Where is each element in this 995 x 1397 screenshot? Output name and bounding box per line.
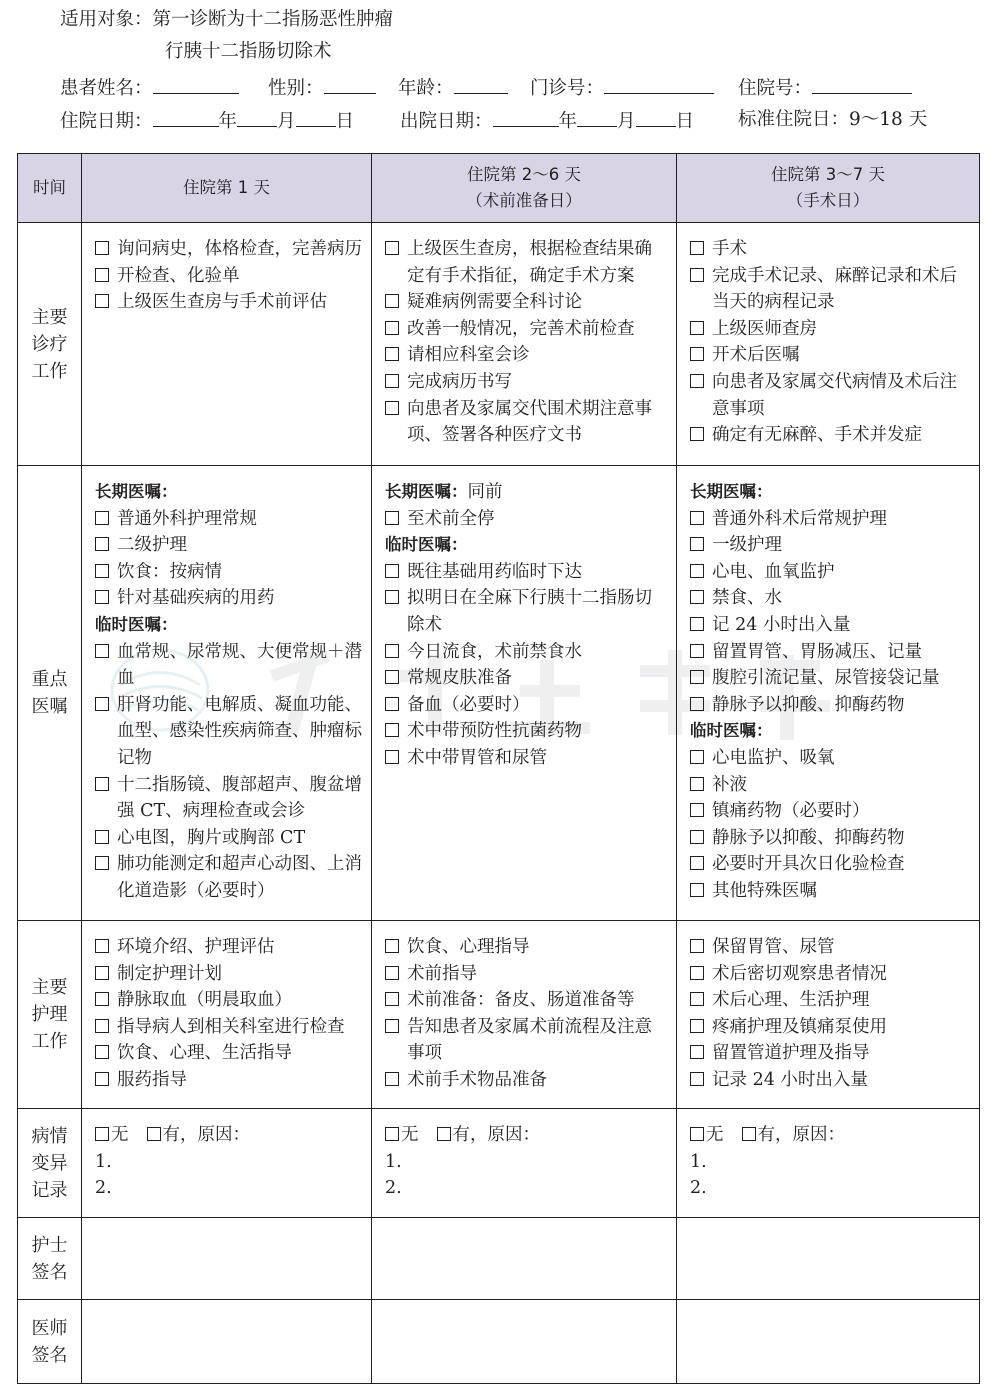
- checklist-item: 术中带预防性抗菌药物: [385, 718, 668, 745]
- checkbox[interactable]: [690, 670, 704, 684]
- header-text: （手术日）: [786, 191, 870, 210]
- table-header-row: [18, 154, 980, 223]
- variation-options: [95, 1122, 363, 1149]
- checkbox[interactable]: [690, 777, 704, 791]
- discharge-date-field[interactable]: [400, 110, 694, 132]
- checklist-item: 肝肾功能、电解质、凝血功能、血型、感染性疾病筛查、肿瘤标记物: [95, 692, 363, 772]
- variation-line-1[interactable]: 1.: [690, 1151, 707, 1172]
- header-text: 住院第 2～6 天: [467, 165, 581, 184]
- patient-name-blank[interactable]: [153, 77, 239, 94]
- checkbox[interactable]: [95, 697, 109, 711]
- checklist-item: 术前指导: [385, 961, 668, 988]
- checklist-item: 针对基础疾病的用药: [95, 585, 363, 612]
- checklist-item: 其他特殊医嘱: [690, 878, 971, 905]
- checkbox[interactable]: [690, 537, 704, 551]
- checkbox[interactable]: [95, 564, 109, 578]
- checklist-item: 制定护理计划: [95, 961, 363, 988]
- checklist-item: 饮食：按病情: [95, 559, 363, 586]
- row-label-text: 重点: [31, 669, 68, 690]
- section-heading: 长期医嘱：同前: [385, 482, 503, 502]
- checkbox[interactable]: [690, 750, 704, 764]
- variation-line-2[interactable]: 2.: [690, 1178, 707, 1199]
- checkbox[interactable]: [690, 241, 704, 255]
- section-heading: 长期医嘱：: [690, 482, 773, 501]
- variation-yes-option[interactable]: 有，原因：: [437, 1125, 541, 1145]
- checkbox[interactable]: [690, 1019, 704, 1033]
- checkbox[interactable]: [690, 511, 704, 525]
- checkbox[interactable]: [690, 966, 704, 980]
- checklist-item: 上级医师查房: [690, 316, 971, 343]
- checklist-item: 饮食、心理指导: [385, 934, 668, 961]
- checkbox[interactable]: [385, 992, 399, 1006]
- day-label: 日: [675, 111, 695, 132]
- checklist-item: 肺功能测定和超声心动图、上消化道造影（必要时）: [95, 851, 363, 904]
- row-label: [18, 223, 82, 466]
- checklist-item: 心电图，胸片或胸部 CT: [95, 825, 363, 852]
- checklist-item: 手术: [690, 236, 971, 263]
- checkbox[interactable]: [385, 1127, 399, 1141]
- table-cell: [82, 466, 372, 921]
- checkbox[interactable]: [385, 294, 399, 308]
- checkbox[interactable]: [95, 1019, 109, 1033]
- inpatient-number-blank[interactable]: [812, 77, 912, 94]
- section-heading: 长期医嘱：: [95, 482, 178, 501]
- checklist-item: 记 24 小时出入量: [690, 612, 971, 639]
- standard-stay: 标准住院日：9～18 天: [738, 109, 928, 130]
- checklist-item: 开术后医嘱: [690, 342, 971, 369]
- clinical-pathway-table: [17, 153, 980, 1384]
- checkbox[interactable]: [385, 723, 399, 737]
- admission-day-blank[interactable]: [296, 110, 336, 127]
- checkbox[interactable]: [690, 268, 704, 282]
- checklist-item: 疼痛护理及镇痛泵使用: [690, 1014, 971, 1041]
- checkbox[interactable]: [95, 1045, 109, 1059]
- row-label-text: 医嘱: [31, 696, 68, 717]
- checkbox[interactable]: [690, 644, 704, 658]
- checkbox[interactable]: [95, 590, 109, 604]
- table-cell: [372, 466, 677, 921]
- checklist-item: 留置管道护理及指导: [690, 1040, 971, 1067]
- sex-label: 性别：: [268, 78, 324, 99]
- variation-options: [385, 1122, 668, 1149]
- checkbox[interactable]: [690, 992, 704, 1006]
- row-label-text: 变异: [31, 1152, 68, 1174]
- header-text: 住院第 1 天: [183, 178, 270, 197]
- checklist-item: 告知患者及家属术前流程及注意事项: [385, 1014, 668, 1067]
- checkbox[interactable]: [385, 401, 399, 415]
- header-text: 住院第 3～7 天: [771, 165, 885, 184]
- discharge-date-label: 出院日期：: [400, 111, 493, 132]
- admission-year-blank[interactable]: [153, 110, 219, 127]
- row-label-text: 工作: [31, 360, 68, 382]
- row-label: [18, 921, 82, 1109]
- checkbox[interactable]: [95, 830, 109, 844]
- checklist-item: 静脉予以抑酸、抑酶药物: [690, 825, 971, 852]
- inpatient-number-label: 住院号：: [738, 78, 813, 99]
- doctor-signature-label: [18, 1300, 82, 1384]
- row-label-text: 医师: [31, 1317, 68, 1339]
- procedure-name: 行胰十二指肠切除术: [165, 41, 332, 62]
- checkbox[interactable]: [385, 374, 399, 388]
- sex-blank[interactable]: [324, 77, 376, 94]
- checklist-item: 改善一般情况，完善术前检查: [385, 316, 668, 343]
- table-cell: [677, 921, 980, 1109]
- variation-line-2[interactable]: 2.: [385, 1178, 402, 1199]
- doctor-signature-cell[interactable]: [82, 1300, 372, 1384]
- table-row: [18, 466, 980, 921]
- age-field[interactable]: [398, 77, 508, 99]
- checklist-item: 饮食、心理、生活指导: [95, 1040, 363, 1067]
- row-label-text: 病情: [31, 1125, 68, 1147]
- day-label: 日: [335, 111, 355, 132]
- variation-none-option[interactable]: 无: [385, 1125, 419, 1145]
- checklist-item: 疑难病例需要全科讨论: [385, 289, 668, 316]
- checkbox[interactable]: [385, 644, 399, 658]
- table-cell: [372, 223, 677, 466]
- checkbox[interactable]: [690, 564, 704, 578]
- checklist-item: 请相应科室会诊: [385, 342, 668, 369]
- table-cell: [677, 223, 980, 466]
- checklist-item: 拟明日在全麻下行胰十二指肠切除术: [385, 585, 668, 638]
- patient-name-field[interactable]: [60, 77, 239, 99]
- checkbox[interactable]: [95, 268, 109, 282]
- checklist-item: 术前手术物品准备: [385, 1067, 668, 1094]
- checkbox[interactable]: [95, 939, 109, 953]
- checkbox[interactable]: [690, 939, 704, 953]
- nurse-signature-cell[interactable]: [677, 1218, 980, 1300]
- checklist-item: 至术前全停: [385, 506, 668, 533]
- variation-cell[interactable]: [677, 1109, 980, 1218]
- table-cell: [372, 921, 677, 1109]
- variation-label: [18, 1109, 82, 1218]
- month-label: 月: [277, 111, 296, 132]
- discharge-day-blank[interactable]: [636, 110, 676, 127]
- form-header: [0, 0, 995, 150]
- row-label-text: 护士: [31, 1234, 68, 1256]
- checkbox[interactable]: [385, 697, 399, 711]
- admission-date-field[interactable]: [60, 110, 354, 132]
- checklist-item: 确定有无麻醉、手术并发症: [690, 422, 971, 449]
- checkbox[interactable]: [690, 883, 704, 897]
- checklist-item: 指导病人到相关科室进行检查: [95, 1014, 363, 1041]
- checkbox[interactable]: [95, 1127, 109, 1141]
- table-row: [18, 223, 980, 466]
- checklist-item: 向患者及家属交代病情及术后注意事项: [690, 369, 971, 422]
- checkbox[interactable]: [385, 1019, 399, 1033]
- checklist-item: 心电、血氧监护: [690, 559, 971, 586]
- checklist-item: 记录 24 小时出入量: [690, 1067, 971, 1094]
- checkbox[interactable]: [385, 347, 399, 361]
- checkbox[interactable]: [147, 1127, 161, 1141]
- checklist-item: 完成病历书写: [385, 369, 668, 396]
- checkbox[interactable]: [385, 939, 399, 953]
- checkbox[interactable]: [385, 241, 399, 255]
- nurse-signature-row: [18, 1218, 980, 1300]
- checkbox[interactable]: [385, 750, 399, 764]
- age-label: 年龄：: [398, 78, 454, 99]
- section-heading: 临时医嘱：: [385, 535, 468, 555]
- checkbox[interactable]: [95, 992, 109, 1006]
- applicable-target: 适用对象：第一诊断为十二指肠恶性肿瘤: [60, 9, 394, 30]
- checkbox[interactable]: [690, 374, 704, 388]
- checklist-item: 普通外科护理常规: [95, 506, 363, 533]
- header-day-2: [372, 154, 677, 223]
- checklist-item: 常规皮肤准备: [385, 665, 668, 692]
- checklist-item: 保留胃管、尿管: [690, 934, 971, 961]
- checkbox[interactable]: [690, 1127, 704, 1141]
- checkbox[interactable]: [690, 590, 704, 604]
- nurse-signature-cell[interactable]: [372, 1218, 677, 1300]
- checklist-item: 禁食、水: [690, 585, 971, 612]
- checkbox[interactable]: [385, 511, 399, 525]
- checkbox[interactable]: [385, 321, 399, 335]
- checklist-item: 镇痛药物（必要时）: [690, 798, 971, 825]
- clinic-number-label: 门诊号：: [530, 78, 605, 99]
- inpatient-number-field[interactable]: [738, 77, 912, 99]
- row-label-text: 签名: [31, 1261, 68, 1283]
- checkbox[interactable]: [385, 564, 399, 578]
- checkbox[interactable]: [690, 1045, 704, 1059]
- variation-cell[interactable]: [82, 1109, 372, 1218]
- checklist-item: 向患者及家属交代围术期注意事项、签署各种医疗文书: [385, 396, 668, 449]
- clinic-number-field[interactable]: [530, 77, 714, 99]
- year-label: 年: [558, 111, 578, 132]
- checklist-item: 今日流食，术前禁食水: [385, 639, 668, 666]
- row-label: [18, 466, 82, 921]
- checklist-item: 补液: [690, 772, 971, 799]
- checklist-item: 开检查、化验单: [95, 263, 363, 290]
- table-cell: [677, 466, 980, 921]
- nurse-signature-label: [18, 1218, 82, 1300]
- variation-cell[interactable]: [372, 1109, 677, 1218]
- checkbox[interactable]: [95, 537, 109, 551]
- discharge-month-blank[interactable]: [577, 110, 617, 127]
- checkbox[interactable]: [690, 427, 704, 441]
- checklist-item: 血常规、尿常规、大便常规＋潜血: [95, 639, 363, 692]
- checklist-item: 术前准备：备皮、肠道准备等: [385, 987, 668, 1014]
- variation-yes-option[interactable]: 有，原因：: [742, 1125, 846, 1145]
- checklist-item: 腹腔引流记量、尿管接袋记量: [690, 665, 971, 692]
- checklist-item: 留置胃管、胃肠减压、记量: [690, 639, 971, 666]
- section-heading: 临时医嘱：: [690, 721, 773, 741]
- checkbox[interactable]: [690, 321, 704, 335]
- checkbox[interactable]: [690, 856, 704, 870]
- clinic-number-blank[interactable]: [604, 77, 714, 94]
- variation-line-1[interactable]: 1.: [385, 1151, 402, 1172]
- doctor-signature-row: [18, 1300, 980, 1384]
- checklist-item: 必要时开具次日化验检查: [690, 851, 971, 878]
- checklist-item: 术中带胃管和尿管: [385, 745, 668, 772]
- checklist-item: 普通外科术后常规护理: [690, 506, 971, 533]
- checklist-item: 服药指导: [95, 1067, 363, 1094]
- checkbox[interactable]: [690, 347, 704, 361]
- checkbox[interactable]: [385, 1072, 399, 1086]
- variation-line-1[interactable]: 1.: [95, 1151, 112, 1172]
- checklist-item: 二级护理: [95, 532, 363, 559]
- variation-options: [690, 1122, 971, 1149]
- checklist-item: 静脉予以抑酸、抑酶药物: [690, 692, 971, 719]
- row-label-text: 签名: [31, 1344, 68, 1366]
- checklist-item: 备血（必要时）: [385, 692, 668, 719]
- header-time: [18, 154, 82, 223]
- admission-month-blank[interactable]: [237, 110, 277, 127]
- table-row: [18, 921, 980, 1109]
- variation-line-2[interactable]: 2.: [95, 1178, 112, 1199]
- checklist-item: 一级护理: [690, 532, 971, 559]
- admission-date-label: 住院日期：: [60, 111, 153, 132]
- row-label-text: 工作: [31, 1031, 68, 1052]
- checklist-item: 询问病史，体格检查，完善病历: [95, 236, 363, 263]
- table-cell: [82, 223, 372, 466]
- year-label: 年: [218, 111, 238, 132]
- checklist-item: 环境介绍、护理评估: [95, 934, 363, 961]
- table-cell: [82, 921, 372, 1109]
- header-day-1: [82, 154, 372, 223]
- row-label-text: 主要: [31, 977, 68, 998]
- checklist-item: 十二指肠镜、腹部超声、腹盆增强 CT、病理检查或会诊: [95, 772, 363, 825]
- header-day-3: [677, 154, 980, 223]
- checkbox[interactable]: [385, 670, 399, 684]
- checkbox[interactable]: [95, 966, 109, 980]
- checklist-item: 上级医生查房与手术前评估: [95, 289, 363, 316]
- checklist-item: 术后心理、生活护理: [690, 987, 971, 1014]
- checkbox[interactable]: [385, 966, 399, 980]
- row-label-text: 主要: [31, 306, 68, 328]
- sex-field[interactable]: [268, 77, 376, 99]
- checklist-item: 静脉取血（明晨取血）: [95, 987, 363, 1014]
- section-heading-note: 同前: [467, 482, 503, 502]
- variation-none-option[interactable]: 无: [95, 1125, 129, 1145]
- header-text: （术前准备日）: [466, 191, 582, 210]
- checkbox[interactable]: [95, 511, 109, 525]
- checkbox[interactable]: [690, 697, 704, 711]
- variation-row: [18, 1109, 980, 1218]
- checkbox[interactable]: [95, 1072, 109, 1086]
- discharge-year-blank[interactable]: [493, 110, 559, 127]
- row-label-text: 诊疗: [31, 333, 68, 355]
- month-label: 月: [617, 111, 636, 132]
- checkbox[interactable]: [95, 294, 109, 308]
- checkbox[interactable]: [690, 1072, 704, 1086]
- row-label-text: 护理: [31, 1004, 68, 1025]
- checkbox[interactable]: [437, 1127, 451, 1141]
- doctor-signature-cell[interactable]: [677, 1300, 980, 1384]
- checklist-item: 上级医生查房，根据检查结果确定有手术指征，确定手术方案: [385, 236, 668, 289]
- checklist-item: 完成手术记录、麻醉记录和术后当天的病程记录: [690, 263, 971, 316]
- variation-none-option[interactable]: 无: [690, 1125, 724, 1145]
- checklist-item: 术后密切观察患者情况: [690, 961, 971, 988]
- age-blank[interactable]: [454, 77, 508, 94]
- checklist-item: 心电监护、吸氧: [690, 745, 971, 772]
- header-text: 时间: [33, 178, 66, 197]
- patient-name-label: 患者姓名：: [60, 78, 153, 99]
- checkbox[interactable]: [95, 856, 109, 870]
- checkbox[interactable]: [95, 644, 109, 658]
- section-heading: 临时医嘱：: [95, 614, 178, 634]
- checkbox[interactable]: [95, 241, 109, 255]
- nurse-signature-cell[interactable]: [82, 1218, 372, 1300]
- row-label-text: 记录: [31, 1179, 68, 1201]
- checkbox[interactable]: [690, 830, 704, 844]
- checkbox[interactable]: [690, 803, 704, 817]
- checklist-item: 既往基础用药临时下达: [385, 559, 668, 586]
- variation-yes-option[interactable]: 有，原因：: [147, 1125, 251, 1145]
- checkbox[interactable]: [95, 777, 109, 791]
- doctor-signature-cell[interactable]: [372, 1300, 677, 1384]
- checkbox[interactable]: [690, 617, 704, 631]
- checkbox[interactable]: [385, 590, 399, 604]
- checkbox[interactable]: [742, 1127, 756, 1141]
